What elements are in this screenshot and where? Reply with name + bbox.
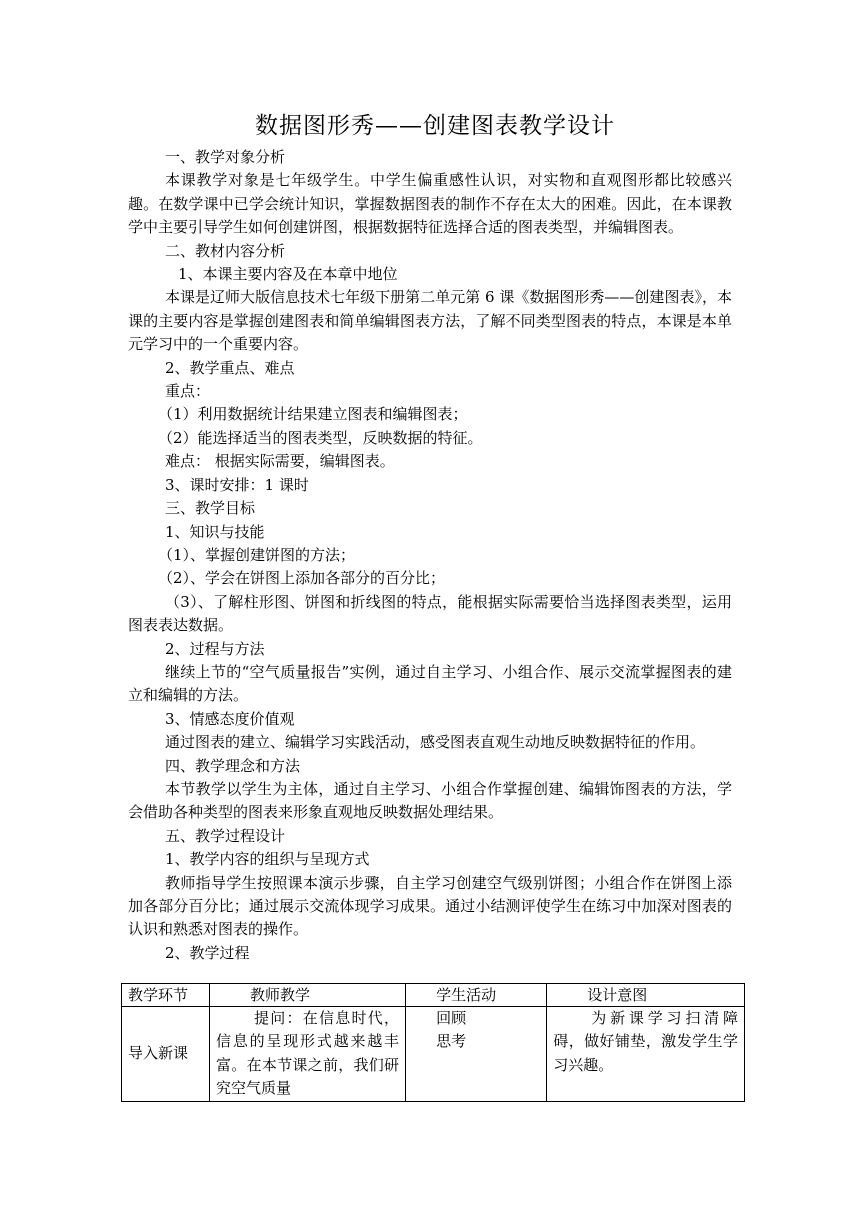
list-item: （1）、掌握创建饼图的方法；	[158, 545, 356, 564]
paragraph: 继续上节的“空气质量报告”实例，通过自主学习、小组合作、展示交流掌握图表的建立和编辑的方法。	[128, 662, 732, 705]
list-item: （2）能选择适当的图表类型，反映数据的特征。	[158, 428, 483, 447]
label-key-points: 重点：	[165, 382, 211, 401]
list-item: （2）、学会在饼图上添加各部分的百分比；	[158, 569, 446, 588]
subsection-heading: 1、本课主要内容及在本章中地位	[178, 265, 398, 284]
table-header-cell: 教学环节	[122, 984, 210, 1007]
table-header-cell: 设计意图	[547, 984, 745, 1007]
document-body	[128, 146, 732, 965]
section-heading-4: 四、教学理念和方法	[165, 756, 301, 775]
paragraph: 本课教学对象是七年级学生。中学生偏重感性认识，对实物和直观图形都比较感兴趣。在数学课中已学会统计知识，掌握数据图表的制作不存在太大的困难。因此，在本课教学中主要引导学生如何创建饼图，根据数据特征选择合适的图表类型，并编辑图表。	[128, 171, 732, 237]
subsection-heading: 3、情感态度价值观	[165, 709, 295, 728]
subsection-heading: 1、教学内容的组织与呈现方式	[165, 850, 370, 869]
subsection-heading: 3、课时安排：1 课时	[165, 475, 309, 494]
subsection-heading: 1、知识与技能	[165, 522, 265, 541]
paragraph: 本课是辽师大版信息技术七年级下册第二单元第 6 课《数据图形秀——创建图表》，本课的主要内容是掌握创建图表和简单编辑图表方法，了解不同类型图表的特点，本课是本单元学习中的一个重要内容。	[128, 288, 732, 354]
subsection-heading: 2、教学重点、难点	[165, 358, 295, 377]
student-activity-item: 思考	[436, 1032, 467, 1051]
section-heading-5: 五、教学过程设计	[165, 826, 286, 845]
table-cell-teacher: 提问：在信息时代，信息的呈现形式越来越丰富。在本节课之前，我们研究空气质量	[210, 1007, 406, 1102]
table-row	[122, 1007, 745, 1102]
section-heading-1: 一、教学对象分析	[165, 148, 286, 166]
list-item: （1）利用数据统计结果建立图表和编辑图表；	[158, 405, 468, 424]
table-cell-stage: 导入新课	[122, 1007, 210, 1102]
section-heading-2: 二、教材内容分析	[165, 241, 286, 260]
student-activity-item: 回顾	[436, 1009, 467, 1027]
table-cell-intent: 为新课学习扫清障碍，做好铺垫，激发学生学习兴趣。	[547, 1007, 745, 1102]
teaching-process-table	[121, 983, 745, 1102]
table-header-cell: 教师教学	[210, 984, 406, 1007]
document-title: 数据图形秀——创建图表教学设计	[255, 113, 615, 139]
label-difficulties: 难点： 根据实际需要，编辑图表。	[165, 452, 395, 471]
table-header-row	[122, 984, 745, 1007]
table-header-cell: 学生活动	[406, 984, 547, 1007]
section-heading-3: 三、教学目标	[165, 499, 256, 518]
paragraph: 通过图表的建立、编辑学习实践活动，感受图表直观生动地反映数据特征的作用。	[165, 733, 706, 752]
subsection-heading: 2、教学过程	[165, 943, 250, 962]
paragraph: 教师指导学生按照课本演示步骤，自主学习创建空气级别饼图；小组合作在饼图上添加各部分百分比；通过展示交流体现学习成果。通过小结测评使学生在练习中加深对图表的认识和熟悉对图表的操作。	[128, 873, 732, 939]
list-item: （3）、了解柱形图、饼图和折线图的特点，能根据实际需要恰当选择图表类型，运用图表表达数据。	[128, 592, 732, 635]
paragraph: 本节教学以学生为主体，通过自主学习、小组合作掌握创建、编辑饰图表的方法，学会借助各种类型的图表来形象直观地反映数据处理结果。	[128, 779, 732, 822]
table-cell-student	[406, 1007, 547, 1102]
subsection-heading: 2、过程与方法	[165, 639, 265, 658]
